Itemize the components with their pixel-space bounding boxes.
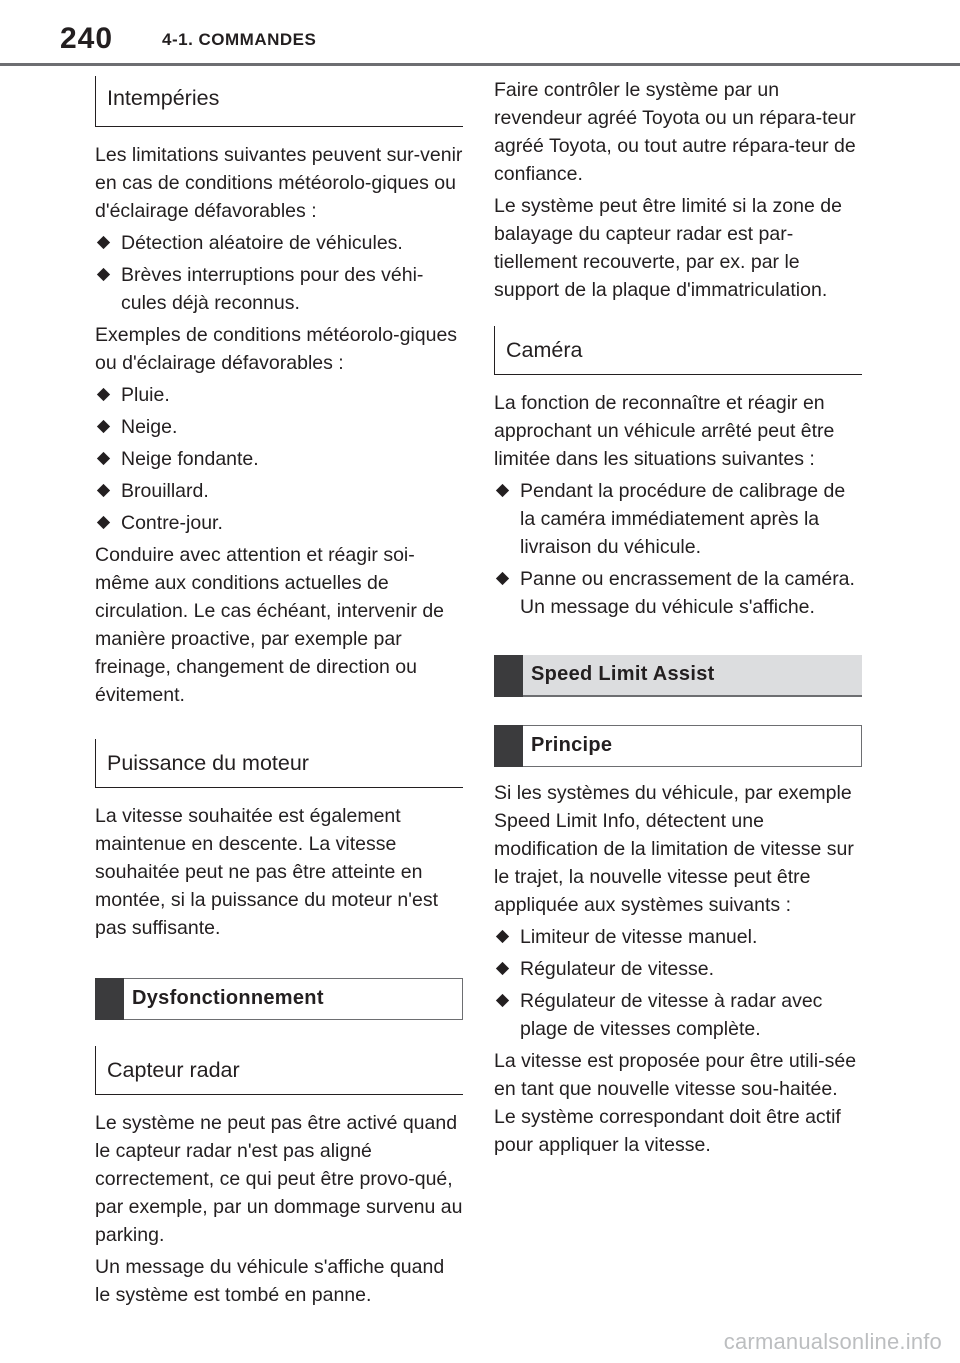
paragraph: Si les systèmes du véhicule, par exemple Speed Limit Info, détectent une modification de la limitation de vitesse sur le trajet, la nouvelle vitesse peut être appliquée aux systèmes suivants : [494,782,854,916]
section-bar-dysfonctionnement [95,978,463,1020]
section-heading-intemperies: Intempéries [95,76,463,127]
chapter-title: 4-1. COMMANDES [162,30,317,49]
section-heading-camera: Caméra [494,326,862,375]
left-column [95,76,463,1313]
list-item: Panne ou encrassement de la caméra. Un message du véhicule s'affiche. [494,565,862,621]
header-divider [0,63,960,66]
list-item: Limiteur de vitesse manuel. [494,923,862,951]
paragraph: Le système peut être limité si la zone de balayage du capteur radar est par-tiellement recouverte, par ex. par le support de la plaque d'immatriculation. [494,195,842,301]
paragraph: La vitesse est proposée pour être utili-sée en tant que nouvelle vitesse sou-haitée. Le système correspondant doit être actif pour appliquer la vitesse. [494,1050,857,1156]
list-item: Pendant la procédure de calibrage de la caméra immédiatement après la livraison du véhicule. [494,477,862,561]
section-bar-speed-limit-assist [494,655,862,697]
list-item: Pluie. [95,381,463,409]
list-item: Neige. [95,413,463,441]
section-bar-principe [494,725,862,767]
list-item: Détection aléatoire de véhicules. [95,229,463,257]
paragraph: Exemples de conditions météorolo-giques ou d'éclairage défavorables : [95,324,458,374]
watermark: carmanualsonline.info [723,1329,942,1354]
paragraph: Le système ne peut pas être activé quand le capteur radar n'est pas aligné correctement, ce qui peut être provo-qué, par exemple, par un dommage survenu au parking. [95,1112,463,1246]
paragraph: La vitesse souhaitée est également maintenue en descente. La vitesse souhaitée peut ne pas être atteinte en montée, si la puissance du moteur n'est pas suffisante. [95,805,438,939]
list-item: Brouillard. [95,477,463,505]
page-number: 240 [60,22,114,55]
list-item: Contre-jour. [95,509,463,537]
paragraph: La fonction de reconnaître et réagir en approchant un véhicule arrêté peut être limitée dans les situations suivantes : [494,392,835,470]
list-item: Brèves interruptions pour des véhi-cules déjà reconnus. [95,261,463,317]
right-column [494,76,862,1163]
heading-label: Dysfonctionnement [124,978,463,1020]
section-heading-puissance: Puissance du moteur [95,739,463,788]
heading-label: Speed Limit Assist [523,655,862,697]
list-item: Régulateur de vitesse à radar avec plage de vitesses complète. [494,987,862,1043]
heading-block [494,725,523,767]
heading-block [95,978,124,1020]
section-heading-capteur-radar: Capteur radar [95,1046,463,1095]
paragraph: Conduire avec attention et réagir soi-même aux conditions actuelles de circulation. Le cas échéant, intervenir de manière proactive, par exemple par freinage, changement de direction ou évitement. [95,544,445,706]
list-item: Neige fondante. [95,445,463,473]
heading-block [494,655,523,697]
heading-label: Principe [523,725,862,767]
paragraph: Un message du véhicule s'affiche quand le système est tombé en panne. [95,1256,445,1306]
paragraph: Faire contrôler le système par un revendeur agréé Toyota ou un répara-teur agréé Toyota, ou tout autre répara-teur de confiance. [494,79,856,185]
list-item: Régulateur de vitesse. [494,955,862,983]
paragraph: Les limitations suivantes peuvent sur-venir en cas de conditions météorolo-giques ou d'éclairage défavorables : [95,144,463,222]
